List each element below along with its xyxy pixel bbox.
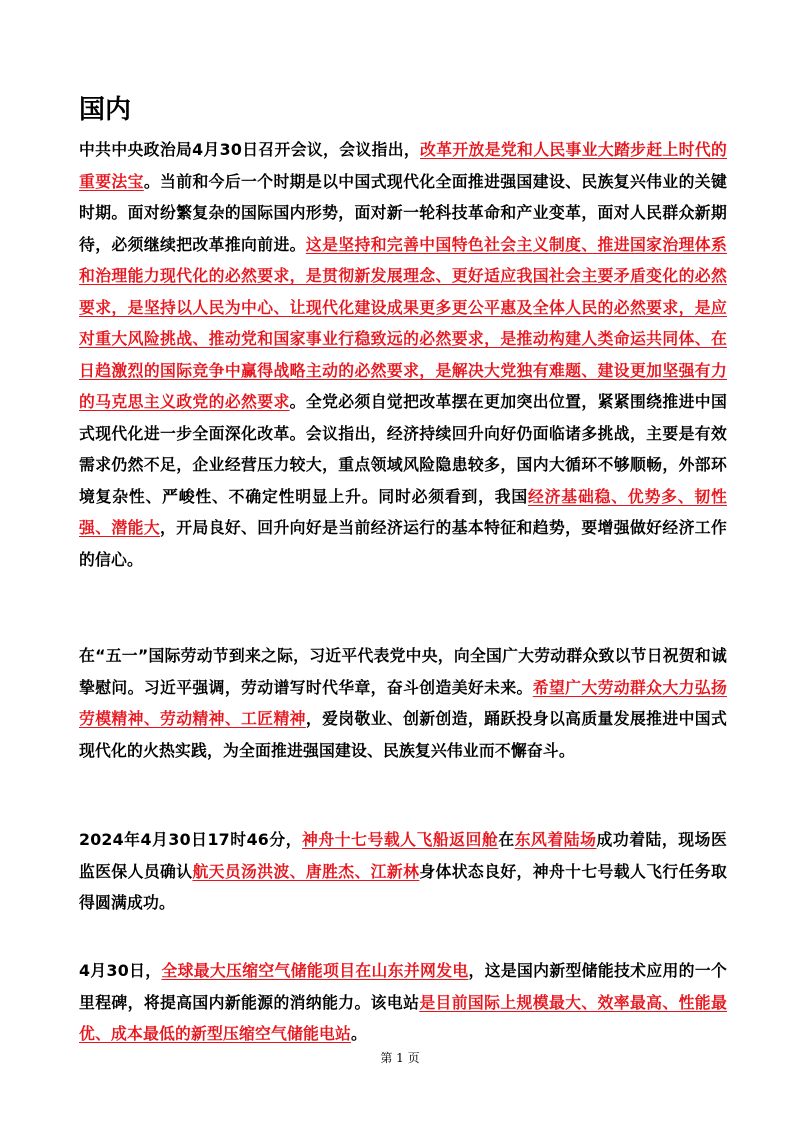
body-text: 。当前和今后一个时期是以中国式现代化全面推进强国建设、民族复兴伟业的关键时期。面对纷繁复杂的国际国内形势，面对新一轮科技革命和产业变革，面对人民群众新期待，必须继续把改革推向前进。 xyxy=(79,171,727,254)
news-paragraph-shenzhou xyxy=(79,824,727,919)
highlighted-text: 经济基础稳、优势多、韧性强、潜能大 xyxy=(79,486,727,537)
body-text: 在“五一”国际劳动节到来之际，习近平代表党中央，向全国广大劳动群众致以节日祝贺和诚挚慰问。习近平强调，劳动谱写时代华章，奋斗创造美好未来。 xyxy=(79,646,727,697)
body-text: 成功着陆，现场医监医保人员确认 xyxy=(79,830,727,881)
body-text: ，开局良好、回升向好是当前经济运行的基本特征和趋势，要增强做好经济工作的信心。 xyxy=(79,518,727,569)
body-text: 4月30日， xyxy=(79,961,162,980)
highlighted-text: 航天员汤洪波、唐胜杰、江新林 xyxy=(192,861,420,881)
news-paragraph-labor-day xyxy=(79,640,727,766)
news-paragraph-energy-storage xyxy=(79,955,727,1050)
page-number: 第 1 页 xyxy=(380,1051,420,1065)
highlighted-text: 是目前国际上规模最大、效率最高、性能最优、成本最低的新型压缩空气储能电站 xyxy=(79,992,727,1043)
body-text: 在 xyxy=(498,830,515,849)
highlighted-text: 改革开放是党和人民事业大踏步赶上时代的重要法宝 xyxy=(79,140,728,191)
highlighted-text: 全球最大压缩空气储能项目在山东并网发电 xyxy=(161,961,469,980)
highlighted-text: 这是坚持和完善中国特色社会主义制度、推进国家治理体系和治理能力现代化的必然要求，是贯彻新发展理念、更好适应我国社会主要矛盾变化的必然要求，是坚持以人民为中心、让现代化建设成果更多更公平惠及全体人民的必然要求，是应对重大风险挑战、推动党和国家事业行稳致远的必然要求，是推动构建人类命运共同体、在日趋激烈的国际竞争中赢得战略主动的必然要求，是解决大党独有难题、建设更加坚强有力的马克思主义政党的必然要求 xyxy=(79,234,727,411)
body-text: 中共中央政治局4月30日召开会议，会议指出， xyxy=(79,140,421,159)
body-text: 2024年4月30日17时46分， xyxy=(79,830,303,849)
body-text: 。 xyxy=(350,1024,367,1043)
highlighted-text: 希望广大劳动群众大力弘扬劳模精神、劳动精神、工匠精神 xyxy=(79,677,728,728)
body-text: 身体状态良好，神舟十七号载人飞行任务取得圆满成功。 xyxy=(79,861,727,912)
section-heading: 国内 xyxy=(79,95,132,125)
body-text: ，这是国内新型储能技术应用的一个里程碑，将提高国内新能源的消纳能力。该电站 xyxy=(79,961,727,1012)
highlighted-text: 东风着陆场 xyxy=(514,830,597,849)
body-text: 。全党必须自觉把改革摆在更加突出位置，紧紧围绕推进中国式现代化进一步全面深化改革。会议指出，经济持续回升向好仍面临诸多挑战，主要是有效需求仍然不足，企业经营压力较大，重点领域风险隐患较多，国内大循环不够顺畅，外部环境复杂性、严峻性、不确定性明显上升。同时必须看到，我国 xyxy=(79,392,727,506)
news-paragraph-politburo xyxy=(79,134,727,575)
highlighted-text: 神舟十七号载人飞船返回舱 xyxy=(302,830,499,849)
body-text: ，爱岗敬业、创新创造，踊跃投身以高质量发展推进中国式现代化的火热实践，为全面推进强国建设、民族复兴伟业而不懈奋斗。 xyxy=(79,709,727,760)
